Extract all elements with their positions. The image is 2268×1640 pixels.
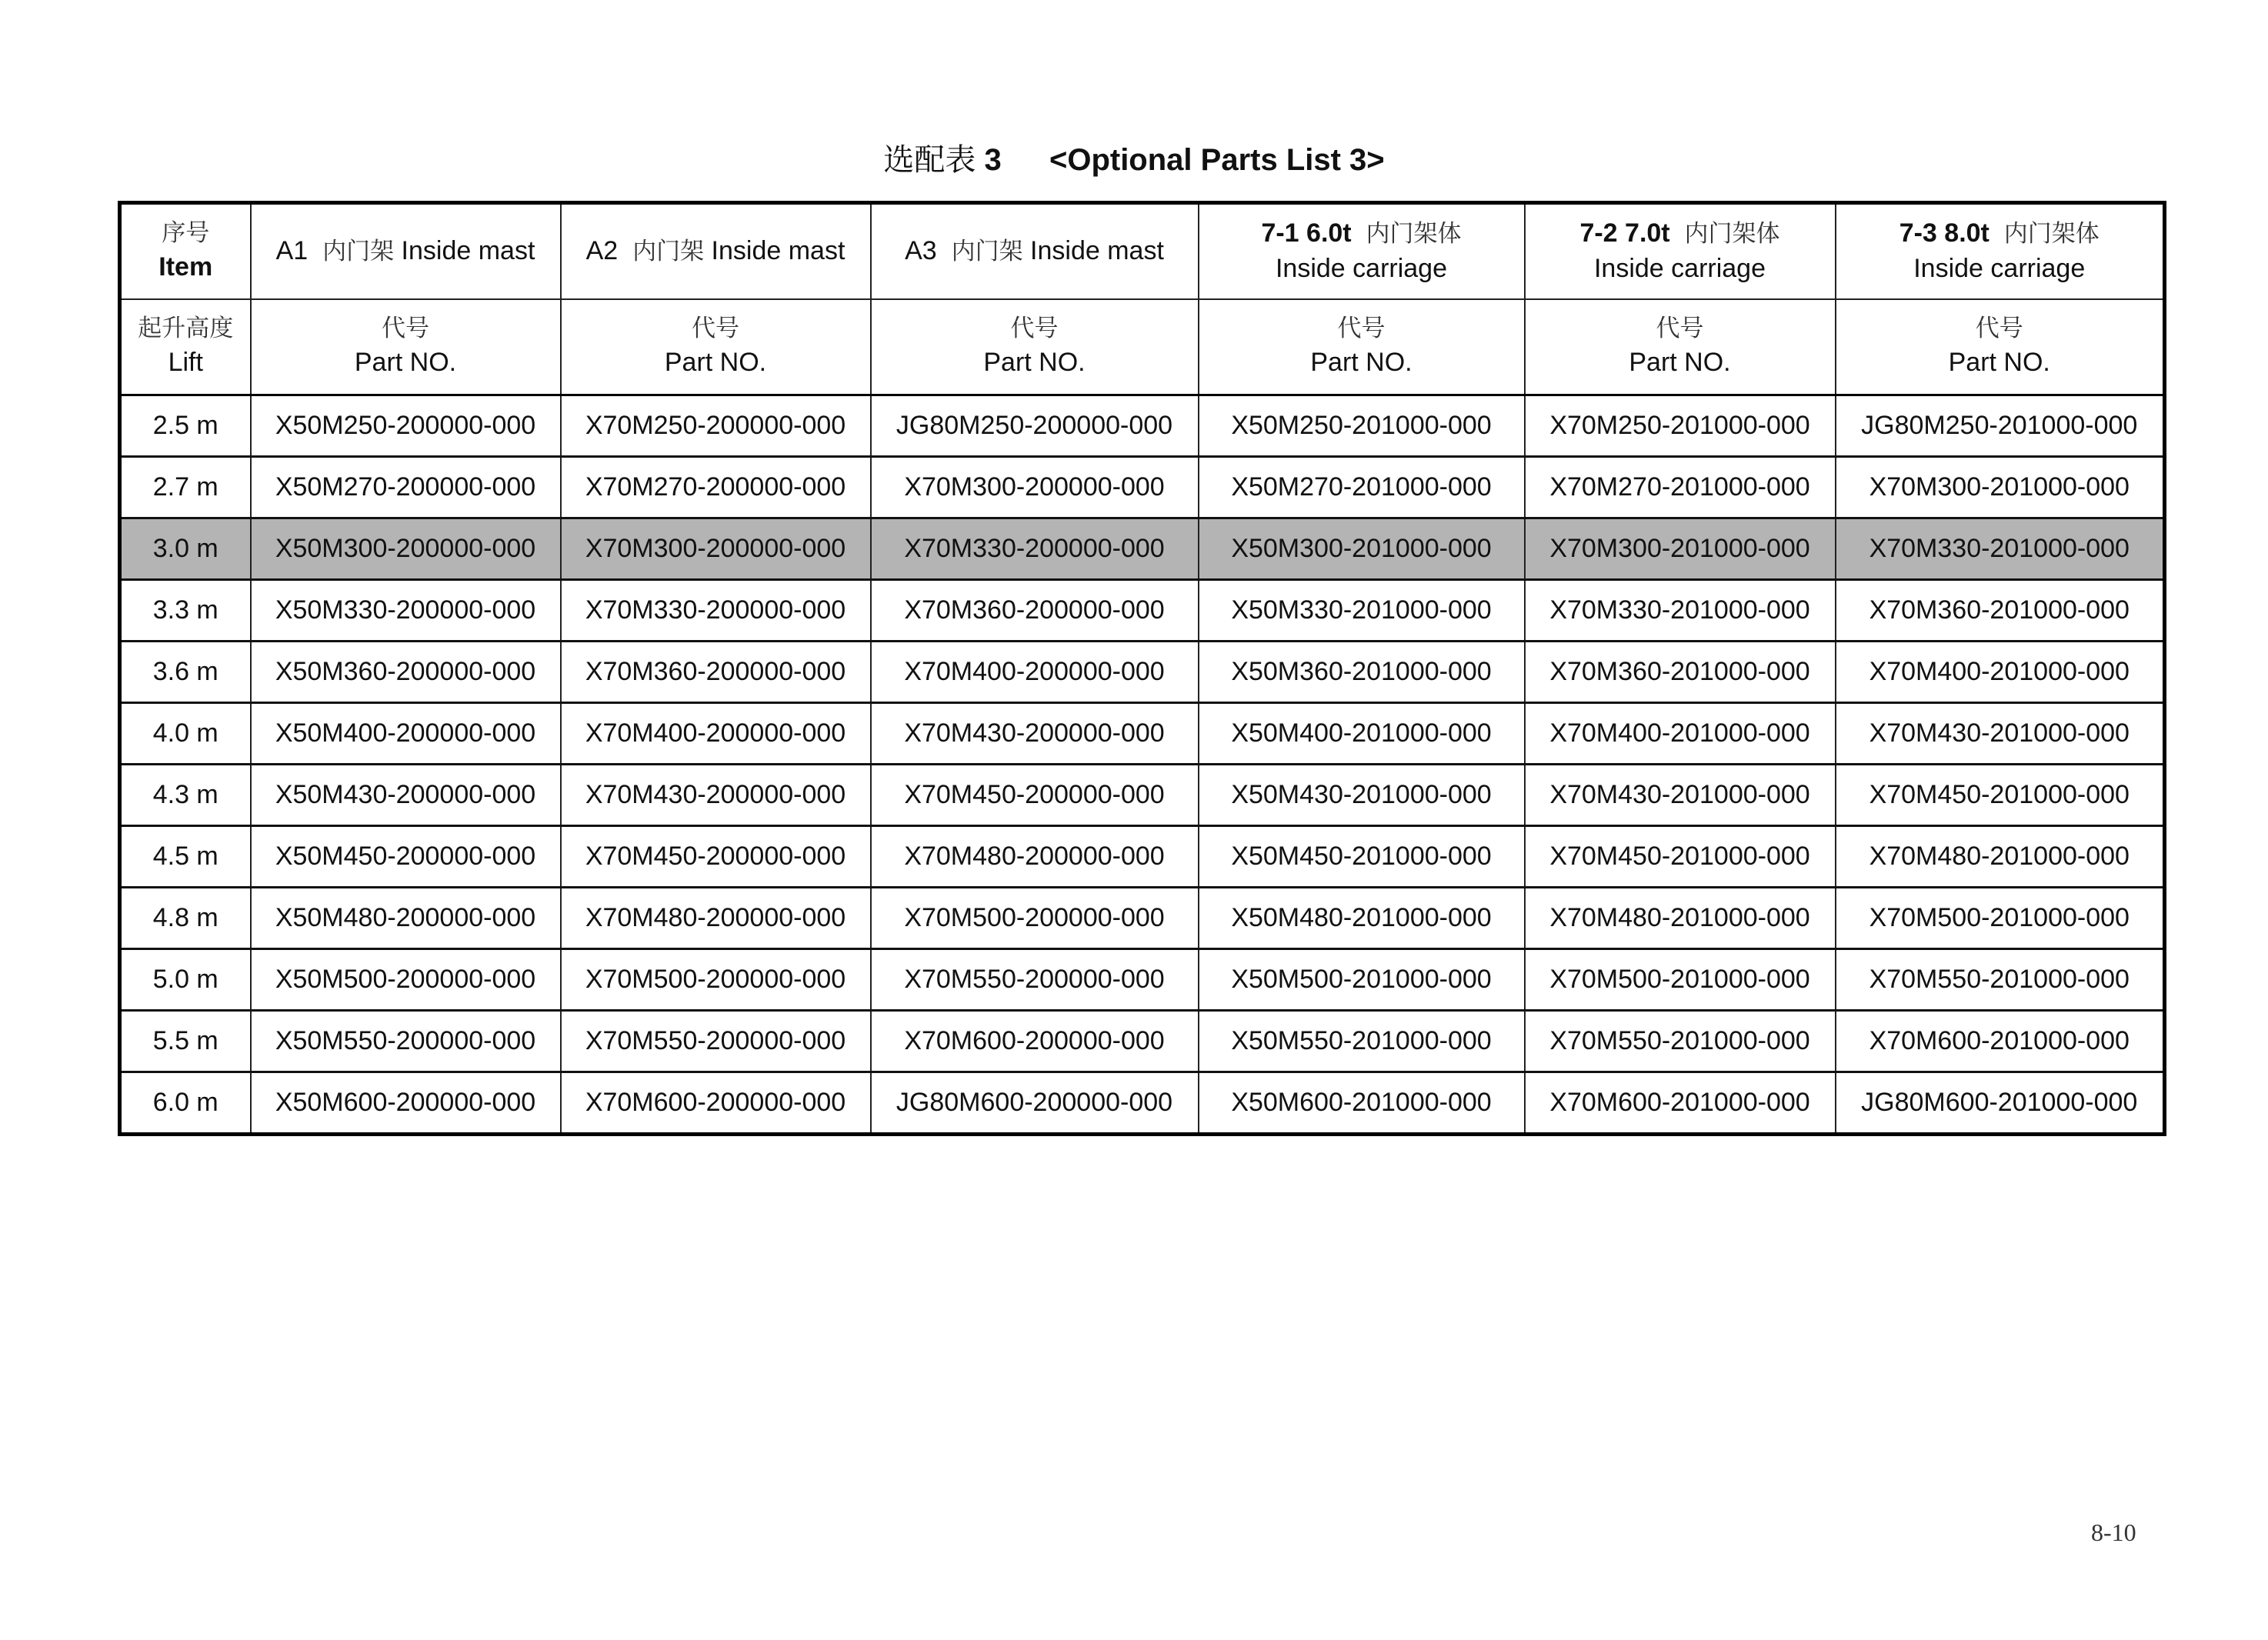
part-number-cell: X50M330-201000-000: [1199, 580, 1525, 642]
part-number-cell: X70M300-200000-000: [561, 518, 871, 580]
header-row: [120, 203, 2165, 300]
part-number-cell: X70M550-200000-000: [561, 1011, 871, 1072]
part-number-cell: X70M500-200000-000: [871, 888, 1199, 949]
part-number-cell: X70M480-200000-000: [561, 888, 871, 949]
part-number-cell: X50M450-200000-000: [251, 826, 561, 888]
title-en: <Optional Parts List 3>: [1049, 143, 1385, 177]
part-number-cell: X70M480-200000-000: [871, 826, 1199, 888]
part-number-cell: X70M360-200000-000: [871, 580, 1199, 642]
table-row: [120, 395, 2165, 457]
part-number-cell: X70M300-201000-000: [1836, 457, 2165, 518]
table-row: [120, 765, 2165, 826]
subheader-part-no: 代号 Part NO.: [1199, 299, 1525, 395]
part-number-cell: X70M550-201000-000: [1525, 1011, 1836, 1072]
part-number-cell: X50M270-200000-000: [251, 457, 561, 518]
part-number-cell: X70M400-201000-000: [1836, 642, 2165, 703]
part-number-cell: X70M550-200000-000: [871, 949, 1199, 1011]
part-number-cell: X70M500-201000-000: [1525, 949, 1836, 1011]
lift-height-cell: 6.0 m: [120, 1072, 251, 1135]
lift-height-cell: 3.6 m: [120, 642, 251, 703]
part-number-cell: X70M330-201000-000: [1525, 580, 1836, 642]
table-row: [120, 949, 2165, 1011]
part-number-cell: JG80M250-201000-000: [1836, 395, 2165, 457]
lift-height-cell: 4.8 m: [120, 888, 251, 949]
lift-height-cell: 2.5 m: [120, 395, 251, 457]
part-number-cell: X50M600-201000-000: [1199, 1072, 1525, 1135]
part-number-cell: X70M600-200000-000: [561, 1072, 871, 1135]
part-number-cell: X50M430-201000-000: [1199, 765, 1525, 826]
table-row: [120, 826, 2165, 888]
part-number-cell: X70M430-200000-000: [871, 703, 1199, 765]
part-number-cell: X70M270-200000-000: [561, 457, 871, 518]
header-col-a1: A1 内门架 Inside mast: [251, 203, 561, 300]
page-number: 8-10: [2091, 1518, 2136, 1546]
page-title: [0, 135, 2268, 179]
part-number-cell: X50M250-201000-000: [1199, 395, 1525, 457]
part-number-cell: JG80M600-201000-000: [1836, 1072, 2165, 1135]
subheader-row: [120, 299, 2165, 395]
part-number-cell: X70M500-201000-000: [1836, 888, 2165, 949]
part-number-cell: X70M430-200000-000: [561, 765, 871, 826]
lift-height-cell: 5.0 m: [120, 949, 251, 1011]
lift-height-cell: 4.3 m: [120, 765, 251, 826]
part-number-cell: X70M330-200000-000: [871, 518, 1199, 580]
subheader-part-no: 代号 Part NO.: [871, 299, 1199, 395]
part-number-cell: X50M500-201000-000: [1199, 949, 1525, 1011]
part-number-cell: X70M430-201000-000: [1836, 703, 2165, 765]
title-number: 3: [984, 143, 1002, 177]
part-number-cell: X70M600-201000-000: [1525, 1072, 1836, 1135]
part-number-cell: X70M330-200000-000: [561, 580, 871, 642]
title-cn: 选配表: [883, 142, 976, 178]
lift-height-cell: 4.5 m: [120, 826, 251, 888]
part-number-cell: X70M450-200000-000: [871, 765, 1199, 826]
part-number-cell: X70M250-201000-000: [1525, 395, 1836, 457]
header-col-a2: A2 内门架 Inside mast: [561, 203, 871, 300]
part-number-cell: X70M270-201000-000: [1525, 457, 1836, 518]
table-row: [120, 1072, 2165, 1135]
part-number-cell: X50M480-200000-000: [251, 888, 561, 949]
part-number-cell: X50M250-200000-000: [251, 395, 561, 457]
lift-height-cell: 5.5 m: [120, 1011, 251, 1072]
part-number-cell: X70M450-201000-000: [1836, 765, 2165, 826]
table-row: [120, 1011, 2165, 1072]
part-number-cell: X70M300-201000-000: [1525, 518, 1836, 580]
part-number-cell: X70M300-200000-000: [871, 457, 1199, 518]
optional-parts-table: [118, 201, 2166, 1136]
lift-height-cell: 3.0 m: [120, 518, 251, 580]
part-number-cell: X70M430-201000-000: [1525, 765, 1836, 826]
part-number-cell: X70M550-201000-000: [1836, 949, 2165, 1011]
subheader-part-no: 代号 Part NO.: [561, 299, 871, 395]
table-row: [120, 703, 2165, 765]
header-item: 序号 Item: [120, 203, 251, 300]
part-number-cell: X70M600-201000-000: [1836, 1011, 2165, 1072]
part-number-cell: X70M330-201000-000: [1836, 518, 2165, 580]
part-number-cell: X70M450-201000-000: [1525, 826, 1836, 888]
part-number-cell: X70M450-200000-000: [561, 826, 871, 888]
lift-height-cell: 4.0 m: [120, 703, 251, 765]
table-row: [120, 642, 2165, 703]
subheader-lift: 起升高度 Lift: [120, 299, 251, 395]
part-number-cell: X70M400-200000-000: [561, 703, 871, 765]
part-number-cell: X50M550-200000-000: [251, 1011, 561, 1072]
lift-height-cell: 3.3 m: [120, 580, 251, 642]
part-number-cell: X70M360-200000-000: [561, 642, 871, 703]
header-col-7-2: 7-2 7.0t 内门架体 Inside carriage: [1525, 203, 1836, 300]
part-number-cell: X70M360-201000-000: [1525, 642, 1836, 703]
part-number-cell: X50M270-201000-000: [1199, 457, 1525, 518]
subheader-part-no: 代号 Part NO.: [1836, 299, 2165, 395]
part-number-cell: X50M450-201000-000: [1199, 826, 1525, 888]
table-row: [120, 457, 2165, 518]
subheader-part-no: 代号 Part NO.: [251, 299, 561, 395]
lift-height-cell: 2.7 m: [120, 457, 251, 518]
part-number-cell: X70M250-200000-000: [561, 395, 871, 457]
part-number-cell: X50M430-200000-000: [251, 765, 561, 826]
part-number-cell: X50M360-201000-000: [1199, 642, 1525, 703]
part-number-cell: JG80M600-200000-000: [871, 1072, 1199, 1135]
subheader-part-no: 代号 Part NO.: [1525, 299, 1836, 395]
part-number-cell: X70M400-201000-000: [1525, 703, 1836, 765]
table-row: [120, 518, 2165, 580]
part-number-cell: X70M480-201000-000: [1836, 826, 2165, 888]
part-number-cell: X50M300-200000-000: [251, 518, 561, 580]
header-col-7-3: 7-3 8.0t 内门架体 Inside carriage: [1836, 203, 2165, 300]
header-col-7-1: 7-1 6.0t 内门架体 Inside carriage: [1199, 203, 1525, 300]
part-number-cell: X50M550-201000-000: [1199, 1011, 1525, 1072]
part-number-cell: X70M360-201000-000: [1836, 580, 2165, 642]
part-number-cell: X50M500-200000-000: [251, 949, 561, 1011]
part-number-cell: X50M600-200000-000: [251, 1072, 561, 1135]
header-col-a3: A3 内门架 Inside mast: [871, 203, 1199, 300]
part-number-cell: X70M600-200000-000: [871, 1011, 1199, 1072]
part-number-cell: X70M400-200000-000: [871, 642, 1199, 703]
table-row: [120, 580, 2165, 642]
part-number-cell: X50M480-201000-000: [1199, 888, 1525, 949]
part-number-cell: X50M300-201000-000: [1199, 518, 1525, 580]
table-row: [120, 888, 2165, 949]
part-number-cell: X70M480-201000-000: [1525, 888, 1836, 949]
part-number-cell: X50M400-201000-000: [1199, 703, 1525, 765]
part-number-cell: X50M360-200000-000: [251, 642, 561, 703]
part-number-cell: X50M330-200000-000: [251, 580, 561, 642]
part-number-cell: X50M400-200000-000: [251, 703, 561, 765]
part-number-cell: JG80M250-200000-000: [871, 395, 1199, 457]
part-number-cell: X70M500-200000-000: [561, 949, 871, 1011]
